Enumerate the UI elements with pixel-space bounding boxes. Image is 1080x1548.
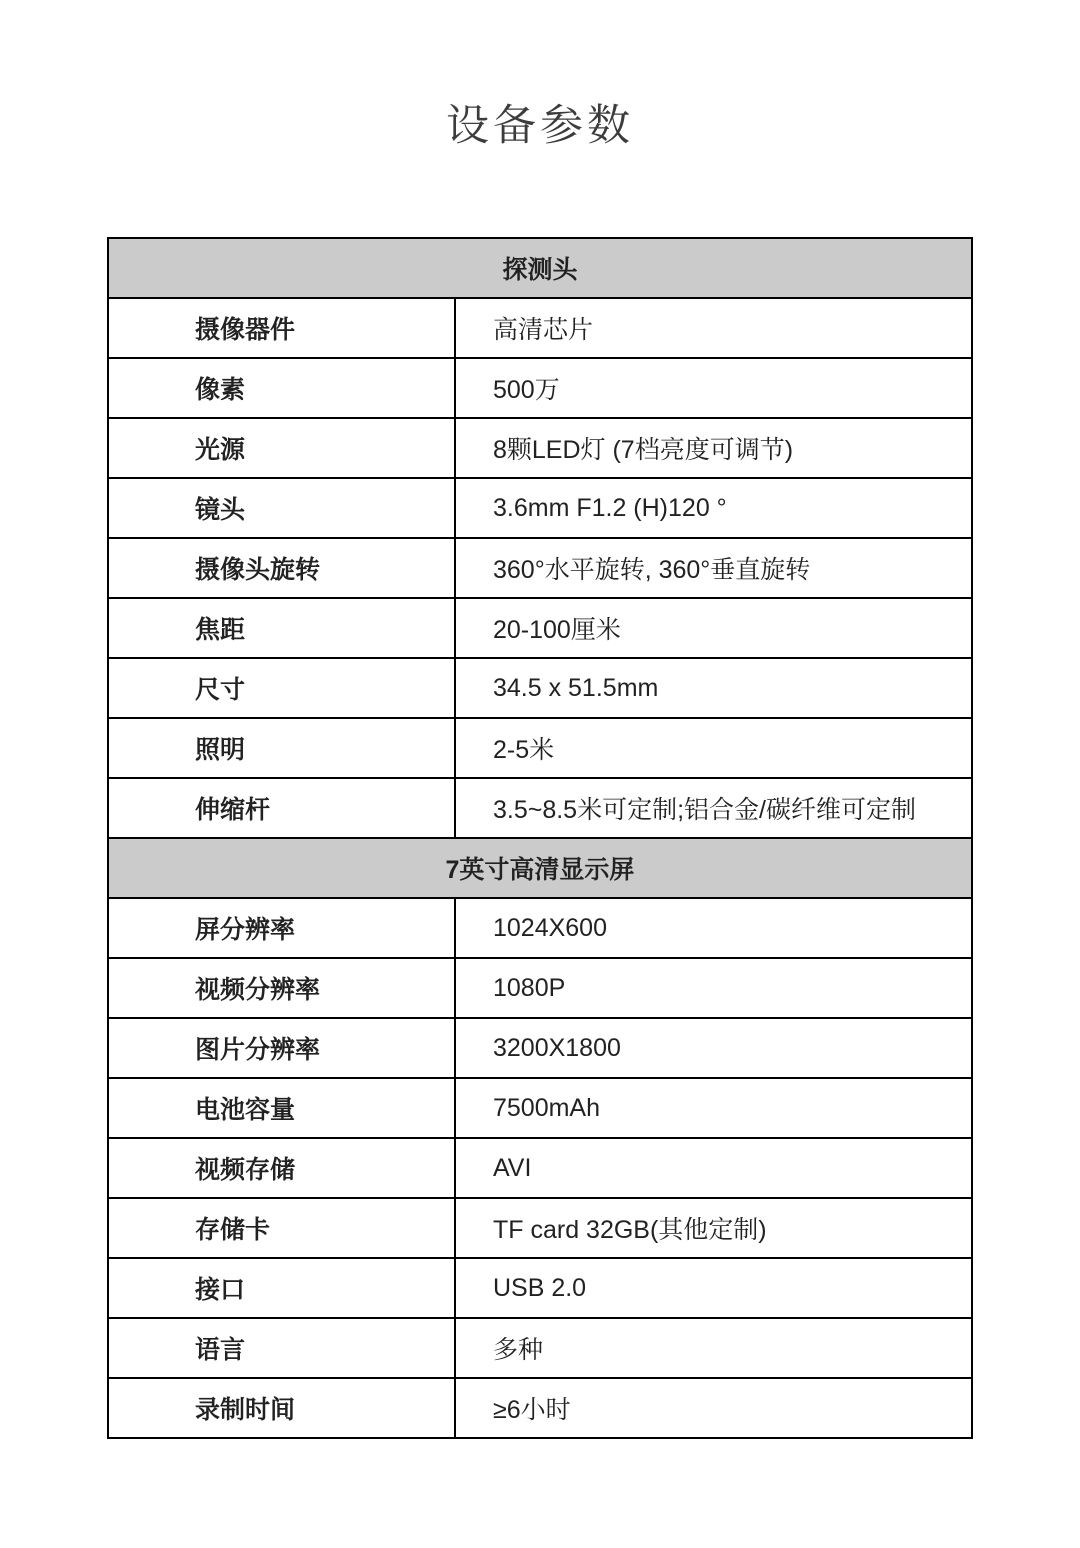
spec-value: 3.6mm F1.2 (H)120 ° bbox=[455, 478, 972, 538]
spec-label: 焦距 bbox=[108, 598, 455, 658]
spec-label: 视频分辨率 bbox=[108, 958, 455, 1018]
spec-label: 光源 bbox=[108, 418, 455, 478]
spec-row bbox=[108, 658, 972, 718]
spec-label: 像素 bbox=[108, 358, 455, 418]
spec-row bbox=[108, 1378, 972, 1438]
spec-label: 接口 bbox=[108, 1258, 455, 1318]
spec-label: 尺寸 bbox=[108, 658, 455, 718]
page-title: 设备参数 bbox=[446, 102, 634, 150]
spec-label: 摄像器件 bbox=[108, 298, 455, 358]
spec-row bbox=[108, 1078, 972, 1138]
spec-value: ≥6小时 bbox=[455, 1378, 972, 1438]
spec-row bbox=[108, 358, 972, 418]
spec-value: 3200X1800 bbox=[455, 1018, 972, 1078]
spec-value: 8颗LED灯 (7档亮度可调节) bbox=[455, 418, 972, 478]
spec-label: 照明 bbox=[108, 718, 455, 778]
spec-value: 高清芯片 bbox=[455, 298, 972, 358]
spec-label: 录制时间 bbox=[108, 1378, 455, 1438]
spec-label: 镜头 bbox=[108, 478, 455, 538]
spec-value: 360°水平旋转, 360°垂直旋转 bbox=[455, 538, 972, 598]
spec-label: 视频存储 bbox=[108, 1138, 455, 1198]
spec-row bbox=[108, 1318, 972, 1378]
spec-row bbox=[108, 538, 972, 598]
spec-row bbox=[108, 1258, 972, 1318]
spec-value: 7500mAh bbox=[455, 1078, 972, 1138]
spec-value: 1080P bbox=[455, 958, 972, 1018]
spec-row bbox=[108, 418, 972, 478]
spec-label: 伸缩杆 bbox=[108, 778, 455, 838]
spec-row bbox=[108, 778, 972, 838]
spec-row bbox=[108, 898, 972, 958]
section-header: 探测头 bbox=[108, 238, 972, 298]
spec-row bbox=[108, 598, 972, 658]
spec-row bbox=[108, 478, 972, 538]
spec-table bbox=[107, 237, 973, 1439]
spec-value: 500万 bbox=[455, 358, 972, 418]
spec-value: AVI bbox=[455, 1138, 972, 1198]
spec-value: 2-5米 bbox=[455, 718, 972, 778]
spec-row bbox=[108, 1018, 972, 1078]
section-header-row bbox=[108, 238, 972, 298]
spec-row bbox=[108, 1138, 972, 1198]
spec-value: 多种 bbox=[455, 1318, 972, 1378]
spec-label: 存储卡 bbox=[108, 1198, 455, 1258]
spec-label: 摄像头旋转 bbox=[108, 538, 455, 598]
spec-row bbox=[108, 958, 972, 1018]
spec-label: 语言 bbox=[108, 1318, 455, 1378]
spec-label: 电池容量 bbox=[108, 1078, 455, 1138]
spec-value: 1024X600 bbox=[455, 898, 972, 958]
spec-row bbox=[108, 298, 972, 358]
section-header: 7英寸高清显示屏 bbox=[108, 838, 972, 898]
spec-row bbox=[108, 718, 972, 778]
spec-value: 3.5~8.5米可定制;铝合金/碳纤维可定制 bbox=[455, 778, 972, 838]
spec-label: 图片分辨率 bbox=[108, 1018, 455, 1078]
spec-row bbox=[108, 1198, 972, 1258]
spec-value: 34.5 x 51.5mm bbox=[455, 658, 972, 718]
spec-value: 20-100厘米 bbox=[455, 598, 972, 658]
spec-value: TF card 32GB(其他定制) bbox=[455, 1198, 972, 1258]
spec-value: USB 2.0 bbox=[455, 1258, 972, 1318]
section-header-row bbox=[108, 838, 972, 898]
spec-label: 屏分辨率 bbox=[108, 898, 455, 958]
